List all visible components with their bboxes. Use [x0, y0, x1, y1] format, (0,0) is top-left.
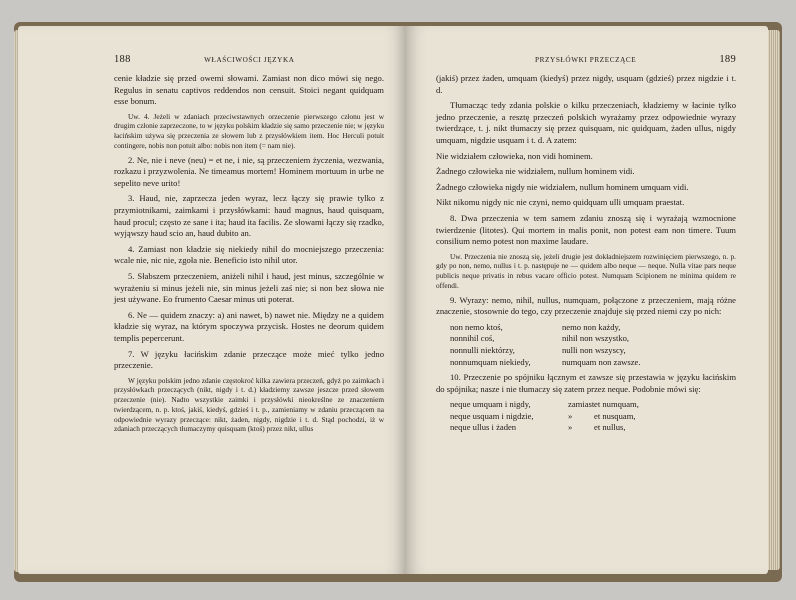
paragraph: Tłumacząc tedy zdania polskie o kilku przeczeniach, kładziemy w łacinie tylko jedno przeczenie, a resztę przeczeń polskich wyrażamy przez odpowiednie wyrazy twierdzące, t. j. nikt tłumaczy się przez quisquam, nic quidquam, żaden ullus, nigdy umquam, nigdzie usquam i t. d. A zatem: [436, 100, 736, 145]
phrase-connector: » [568, 410, 573, 421]
paragraph: (jakiś) przez żaden, umquam (kiedyś) przez nigdy, usquam (gdzieś) przez nigdzie i t. d. [436, 73, 736, 95]
example-line: Żadnego człowieka nie widziałem, nullum hominem vidi. [436, 166, 635, 177]
paragraph: 9. Wyrazy: nemo, nihil, nullus, numquam, połączone z przeczeniem, mają różne znaczenie, stosownie do tego, czy przeczenie znajduje się przed niemi czy po nich: [436, 294, 736, 317]
paragraph: 6. Ne — quidem znaczy: a) ani nawet, b) nawet nie. Między ne a quidem kładzie się wyraz, na którym spoczywa przycisk. Hostes ne deorum quidem templis pepercerunt. [114, 309, 384, 343]
left-page-text [114, 73, 384, 434]
left-page-header [114, 54, 384, 65]
example-line: Nie widziałem człowieka, non vidi hominem. [436, 150, 593, 161]
phrase: neque umquam i nigdy, [450, 399, 531, 410]
paragraph: 10. Przeczenie po spójniku łącznym et zawsze się przestawia w języku łacińskim do spójnika; nasze i nie tłumaczy się zatem przez neque. Podobnie mówi się: [436, 372, 736, 394]
word-pair-right: nihil non wszystko, [562, 333, 630, 344]
word-pair-left: nonnumquam niekiedy, [450, 356, 531, 367]
note-paragraph: W języku polskim jedno zdanie częstokroć kilka zawiera przeczeń, gdyż po zaimkach i przysłówkach przeczących (nikt, nigdy i t. d.) kładziemy zawsze jeszcze przed słowem przeczenie (nie). Nadto wszystkie zaimki i przysłówki nieokreślne ze znaczeniem twierdzącem, n. p. ktoś, jakiś, kiedyś, gdzieś i t. p., zamieniamy w zdaniu przeczącem na odpowiednie wyrazy przeczące: nikt, żaden, nigdy, nigdzie i t. d. Stąd pochodzi, iż w zdaniach przeczących tłumaczymy quisquam (ktoś) przez nikt, ullus [114, 375, 384, 434]
left-page [18, 26, 406, 574]
right-page-text [436, 73, 736, 434]
word-pair-right: nulli non wszyscy, [562, 344, 626, 355]
phrase-alt: et nullus, [594, 422, 626, 433]
example-line: Żadnego człowieka nigdy nie widziałem, nullum hominem umquam vidi. [436, 181, 689, 192]
paragraph: cenie kładzie się przed owemi słowami. Zamiast non dico mówi się nego. Regulus in senatu captivos reddendos non censuit. Stoici negant quidquam esse bonum. [114, 73, 384, 107]
note-paragraph: Uw. Przeczenia nie znoszą się, jeżeli drugie jest dokładniejszem rozwinięciem pierwszego, n. p. gdy po non, nemo, nullus i t. p. następuje ne — quidem albo neque — neque. Nulla vitae pars neque publicis neque privatis in rebus vacare officio potest. Numquam Scipionem ne minima quidem re offendi. [436, 251, 736, 290]
phrase: neque ullus i żaden [450, 422, 517, 433]
phrase-table [450, 399, 736, 434]
phrase: neque usquam i nigdzie, [450, 410, 534, 421]
paragraph: 7. W języku łacińskim zdanie przeczące może mieć tylko jedno przeczenie. [114, 348, 384, 371]
page-edges-right [766, 30, 780, 570]
word-pair-left: nonnulli niektórzy, [450, 344, 515, 355]
example-line: Nikt nikomu nigdy nic nie czyni, nemo quidquam ulli umquam praestat. [436, 197, 685, 208]
phrase-alt: et nusquam, [594, 410, 636, 421]
running-title: PRZYSŁÓWKI PRZECZĄCE [535, 56, 637, 64]
paragraph: 5. Słabszem przeczeniem, aniżeli nihil i haud, jest minus, szczególnie w wyrażeniu si minus jeżeli nie, sin minus jeżeli zaś nie; si non bez słowa nie jest używane. Eo frumento Caesar minus uti poterat. [114, 270, 384, 305]
phrase-alt: et numquam, [594, 399, 639, 410]
paragraph: 2. Ne, nie i neve (neu) = et ne, i nie, są przeczeniem życzenia, wezwania, rozkazu i przyzwolenia. Ne timeamus mortem! Hominem mortuum in urbe ne sepelito neve urito! [114, 154, 384, 188]
running-title: WŁAŚCIWOŚCI JĘZYKA [204, 56, 295, 64]
right-page-header [436, 54, 736, 65]
word-pair-right: nemo non każdy, [562, 321, 621, 332]
page-number: 189 [719, 54, 736, 65]
paragraph: 3. Haud, nie, zaprzecza jeden wyraz, lecz łączy się prawie tylko z przymiotnikami, zaimkami i przysłówkami: haud magnus, haud quisquam, haud procul; często ze sane i ita; haud ita facilis. Ze słowami łączy się rzadko, wyjąwszy haud scio an, haud dubito an. [114, 193, 384, 239]
page-number: 188 [114, 54, 131, 65]
paragraph: 8. Dwa przeczenia w tem samem zdaniu znoszą się i wyrażają wzmocnione twierdzenie (litotes). Qui mortem in malis ponit, non potest eam non timere. Tuum consilium nemo potest non maxime laudare. [436, 212, 736, 247]
right-page [406, 26, 768, 574]
paragraph: 4. Zamiast non kładzie się niekiedy nihil do mocniejszego przeczenia: wcale nie, nic nie, zgoła nie. Beneficio isto nihil utor. [114, 243, 384, 266]
word-pair-left: non nemo ktoś, [450, 321, 503, 332]
phrase-connector: » [568, 422, 573, 433]
word-pair-right: numquam non zawsze. [562, 356, 641, 367]
word-pairs [450, 322, 736, 368]
note-paragraph: Uw. 4. Jeżeli w zdaniach przeciwstawnych orzeczenie pierwszego członu jest w drugim członie zaprzeczone, to w języku polskim kładzie się samo przeczenie nie; w języku łacińskim używa się przeczenia ze słowem lub z przysłówkiem item. Hoc Herculi potuit contingere, nobis non potuit albo: nobis non item (= nam nie). [114, 111, 384, 150]
phrase-connector: zamiast [568, 399, 595, 410]
word-pair-left: nonnihil coś, [450, 333, 495, 344]
